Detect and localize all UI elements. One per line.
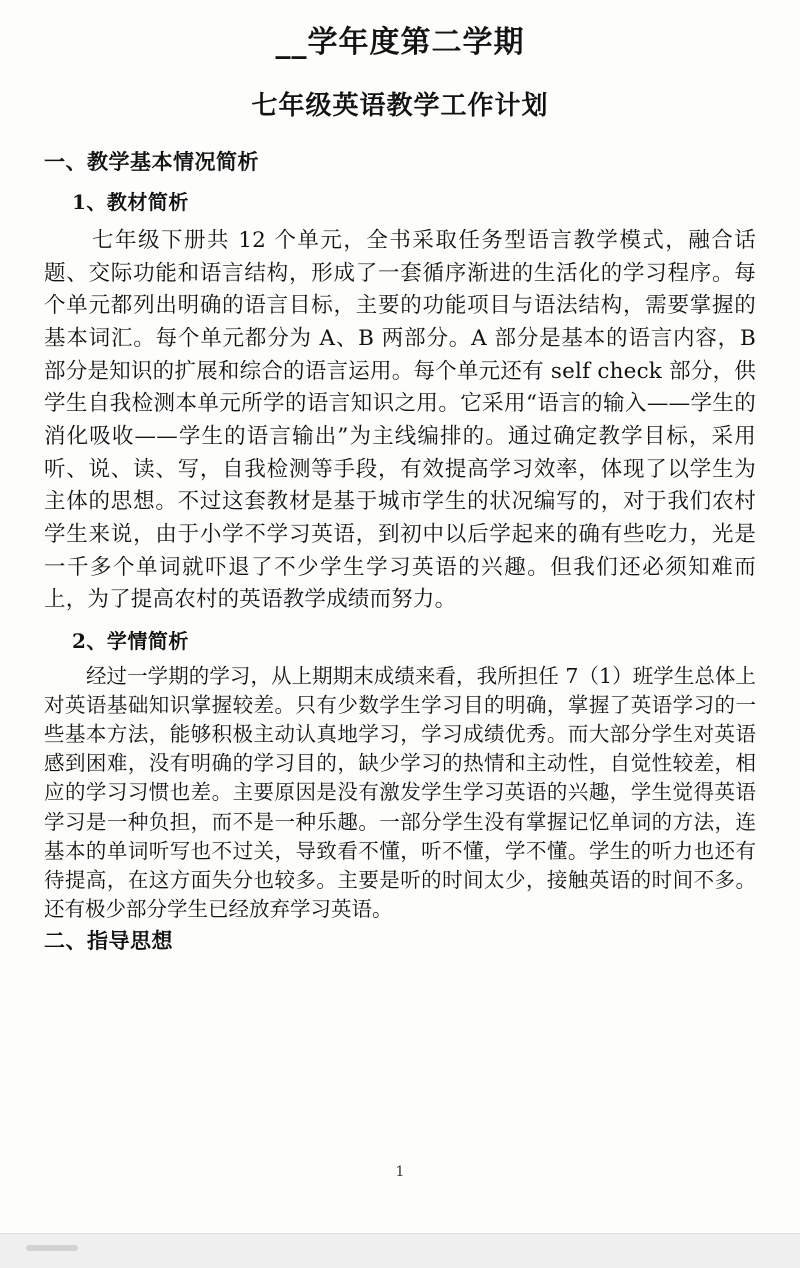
bottom-bar [0, 1233, 800, 1268]
page-number: 1 [395, 1164, 405, 1180]
bottom-bar-handle [26, 1245, 78, 1251]
page-title: __学年度第二学期 [275, 25, 525, 60]
section-heading-2: 二、指导思想 [44, 927, 173, 953]
subsection-heading-1-1: 1、教材简析 [72, 189, 189, 214]
paragraph-student-analysis: 经过一学期的学习，从上期期末成绩来看，我所担任 7（1）班学生总体上对英语基础知识掌握较差。只有少数学生学习目的明确，掌握了英语学习的一些基本方法，能够积极主动认真地学习，学习成绩优秀。而大部分学生对英语感到困难，没有明确的学习目的，缺少学习的热情和主动性，自觉性较差，相应的学习习惯也差。主要原因是没有激发学生学习英语的兴趣，学生觉得英语学习是一种负担，而不是一种乐趣。一部分学生没有掌握记忆单词的方法，连基本的单词听写也不过关，导致看不懂，听不懂，学不懂。学生的听力也还有待提高，在这方面失分也较多。主要是听的时间太少，接触英语的时间不多。还有极少部分学生已经放弃学习英语。 [44, 663, 756, 921]
page-subtitle: 七年级英语教学工作计划 [251, 91, 549, 121]
subsection-heading-1-2: 2、学情简析 [72, 628, 189, 653]
paragraph-textbook-analysis: 七年级下册共 12 个单元，全书采取任务型语言教学模式，融合话题、交际功能和语言结构，形成了一套循序渐进的生活化的学习程序。每个单元都列出明确的语言目标，主要的功能项目与语法结构，需要掌握的基本词汇。每个单元都分为 A、B 两部分。A 部分是基本的语言内容，B 部分是知识的扩展和综合的语言运用。每个单元还有 self check 部分，供学生自我检测本单元所学的语言知识之用。它采用“语言的输入——学生的消化吸收——学生的语言输出”为主线编排的。通过确定教学目标，采用听、说、读、写，自我检测等手段，有效提高学习效率，体现了以学生为主体的思想。不过这套教材是基于城市学生的状况编写的，对于我们农村学生来说，由于小学不学习英语，到初中以后学起来的确有些吃力，光是一千多个单词就吓退了不少学生学习英语的兴趣。但我们还必须知难而上，为了提高农村的英语教学成绩而努力。 [44, 227, 756, 613]
section-heading-1: 一、教学基本情况简析 [44, 149, 259, 175]
